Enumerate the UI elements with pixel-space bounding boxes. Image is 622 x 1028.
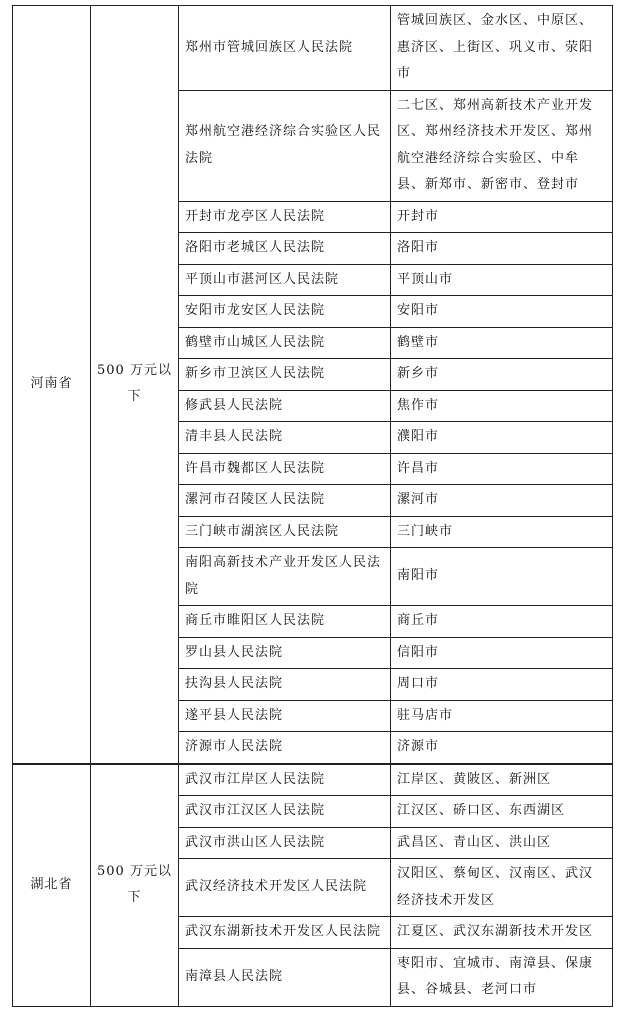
jurisdiction-cell: 汉阳区、蔡甸区、汉南区、武汉经济技术开发区	[391, 859, 613, 917]
court-cell: 郑州市管城回族区人民法院	[179, 6, 391, 91]
table-row	[13, 764, 613, 796]
court-cell: 清丰县人民法院	[179, 422, 391, 454]
court-cell: 武汉市洪山区人民法院	[179, 827, 391, 859]
amount-cell: 500 万元以下	[91, 6, 179, 764]
jurisdiction-cell: 焦作市	[391, 390, 613, 422]
jurisdiction-cell: 濮阳市	[391, 422, 613, 454]
jurisdiction-cell: 商丘市	[391, 606, 613, 638]
jurisdiction-cell: 信阳市	[391, 637, 613, 669]
court-cell: 济源市人民法院	[179, 732, 391, 764]
court-cell: 平顶山市湛河区人民法院	[179, 264, 391, 296]
jurisdiction-cell: 南阳市	[391, 548, 613, 606]
court-cell: 商丘市睢阳区人民法院	[179, 606, 391, 638]
jurisdiction-cell: 安阳市	[391, 296, 613, 328]
court-cell: 南漳县人民法院	[179, 948, 391, 1006]
court-cell: 武汉市江岸区人民法院	[179, 764, 391, 796]
court-cell: 漯河市召陵区人民法院	[179, 485, 391, 517]
jurisdiction-cell: 二七区、郑州高新技术产业开发区、郑州经济技术开发区、郑州航空港经济综合实验区、中牟县、新郑市、新密市、登封市	[391, 90, 613, 201]
jurisdiction-cell: 平顶山市	[391, 264, 613, 296]
court-cell: 修武县人民法院	[179, 390, 391, 422]
jurisdiction-cell: 许昌市	[391, 453, 613, 485]
court-cell: 武汉市江汉区人民法院	[179, 796, 391, 828]
jurisdiction-cell: 江汉区、硚口区、东西湖区	[391, 796, 613, 828]
province-cell: 湖北省	[13, 764, 91, 1007]
court-cell: 罗山县人民法院	[179, 637, 391, 669]
court-cell: 安阳市龙安区人民法院	[179, 296, 391, 328]
court-cell: 洛阳市老城区人民法院	[179, 233, 391, 265]
jurisdiction-cell: 管城回族区、金水区、中原区、惠济区、上街区、巩义市、荥阳市	[391, 6, 613, 91]
court-cell: 武汉经济技术开发区人民法院	[179, 859, 391, 917]
table-body	[13, 6, 613, 1007]
province-cell: 河南省	[13, 6, 91, 764]
jurisdiction-cell: 驻马店市	[391, 700, 613, 732]
jurisdiction-cell: 江夏区、武汉东湖新技术开发区	[391, 917, 613, 949]
court-cell: 开封市龙亭区人民法院	[179, 201, 391, 233]
jurisdiction-cell: 鹤壁市	[391, 327, 613, 359]
jurisdiction-cell: 周口市	[391, 669, 613, 701]
court-jurisdiction-table	[12, 5, 613, 1007]
jurisdiction-cell: 武昌区、青山区、洪山区	[391, 827, 613, 859]
jurisdiction-cell: 洛阳市	[391, 233, 613, 265]
court-cell: 三门峡市湖滨区人民法院	[179, 516, 391, 548]
jurisdiction-cell: 三门峡市	[391, 516, 613, 548]
court-cell: 南阳高新技术产业开发区人民法院	[179, 548, 391, 606]
court-cell: 遂平县人民法院	[179, 700, 391, 732]
court-cell: 郑州航空港经济综合实验区人民法院	[179, 90, 391, 201]
jurisdiction-cell: 江岸区、黄陂区、新洲区	[391, 764, 613, 796]
court-cell: 扶沟县人民法院	[179, 669, 391, 701]
court-cell: 鹤壁市山城区人民法院	[179, 327, 391, 359]
court-cell: 武汉东湖新技术开发区人民法院	[179, 917, 391, 949]
court-cell: 许昌市魏都区人民法院	[179, 453, 391, 485]
jurisdiction-cell: 枣阳市、宜城市、南漳县、保康县、谷城县、老河口市	[391, 948, 613, 1006]
jurisdiction-cell: 开封市	[391, 201, 613, 233]
jurisdiction-cell: 新乡市	[391, 359, 613, 391]
court-cell: 新乡市卫滨区人民法院	[179, 359, 391, 391]
jurisdiction-cell: 济源市	[391, 732, 613, 764]
table-row	[13, 6, 613, 91]
jurisdiction-cell: 漯河市	[391, 485, 613, 517]
amount-cell: 500 万元以下	[91, 764, 179, 1007]
